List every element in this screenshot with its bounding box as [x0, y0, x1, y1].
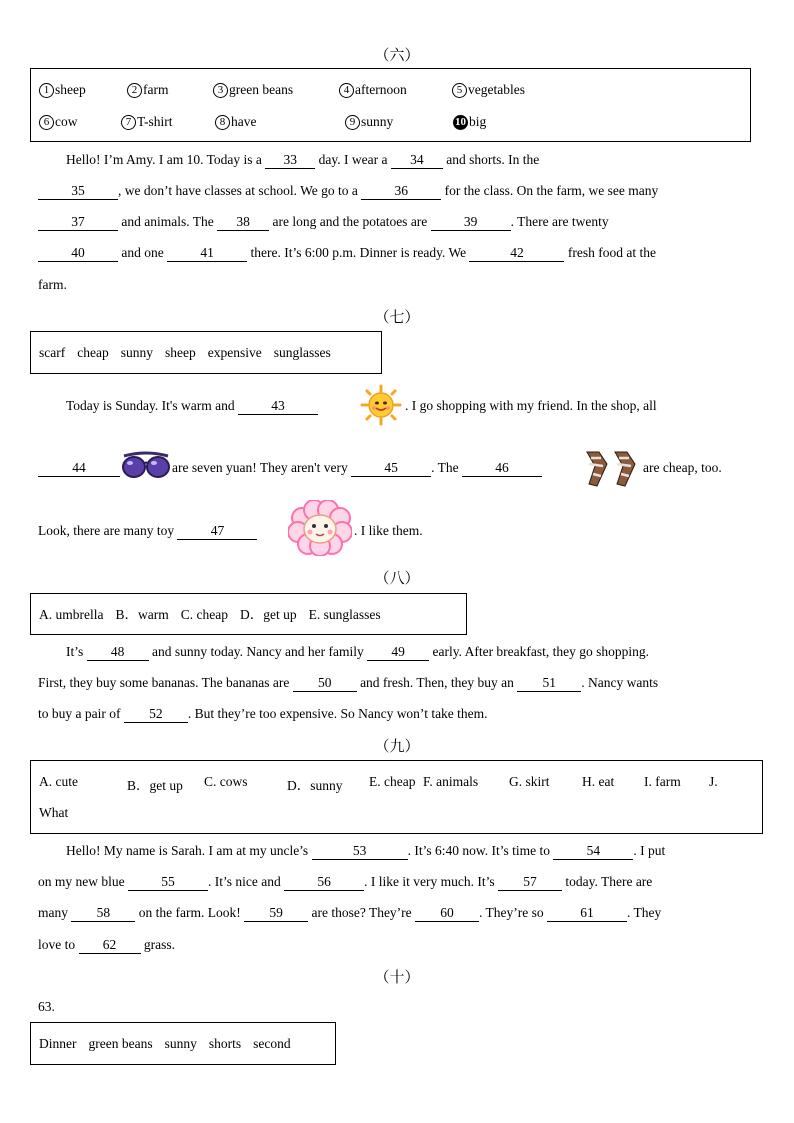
sheep-icon [288, 500, 352, 556]
sun-icon [360, 384, 402, 426]
blank-58[interactable]: 58 [71, 905, 135, 922]
s9-line-1: Hello! My name is Sarah. I am at my uncle’s 53 . It’s 6:40 now. It’s time to 54 . I put [66, 843, 666, 858]
section-6-word-bank [30, 68, 751, 142]
blank-46[interactable]: 46 [462, 460, 542, 477]
s8-line-2: First, they buy some bananas. The bananas are 50 and fresh. Then, they buy an 51 . Nancy wants [38, 675, 659, 690]
blank-43[interactable]: 43 [238, 398, 318, 415]
option-i: I. farm [644, 774, 681, 789]
blank-59[interactable]: 59 [244, 905, 308, 922]
option-b: B．warm [115, 607, 169, 622]
word-shorts: shorts [208, 1036, 242, 1051]
blank-42[interactable]: 42 [469, 245, 564, 262]
word-scarf: scarf [39, 345, 66, 360]
word-dinner: Dinner [39, 1036, 77, 1051]
blank-34[interactable]: 34 [391, 152, 443, 169]
word-cheap: cheap [77, 345, 109, 360]
blank-44[interactable]: 44 [38, 460, 120, 477]
blank-35[interactable]: 35 [38, 183, 118, 200]
s6-line-5: farm. [38, 277, 67, 292]
word-expensive: expensive [207, 345, 262, 360]
word-1: 1 sheep [39, 82, 86, 98]
word-8: 8 have [215, 114, 256, 130]
option-b: B．get up [127, 778, 183, 793]
s9-line-2: on my new blue 55 . It’s nice and 56 . I like it very much. It’s 57 today. There are [38, 874, 653, 889]
word-4: 4 afternoon [339, 82, 407, 98]
blank-48[interactable]: 48 [87, 644, 149, 661]
word-5: 5 vegetables [452, 82, 525, 98]
blank-49[interactable]: 49 [367, 644, 429, 661]
blank-40[interactable]: 40 [38, 245, 118, 262]
blank-38[interactable]: 38 [217, 214, 269, 231]
sunglasses-icon [120, 448, 172, 484]
option-c: C. cows [204, 774, 248, 789]
s7-line-1-end: . I go shopping with my friend. In the shop, all [405, 398, 657, 413]
section-9-word-bank [30, 760, 763, 834]
s7-line-2-start [38, 459, 120, 477]
option-e: E. sunglasses [308, 607, 381, 622]
section-9-title: （九） [374, 739, 420, 755]
blank-37[interactable]: 37 [38, 214, 118, 231]
blank-45[interactable]: 45 [351, 460, 431, 477]
section-7-title: （七） [374, 310, 420, 326]
word-3: 3 green beans [213, 82, 293, 98]
blank-50[interactable]: 50 [293, 675, 357, 692]
word-sunny: sunny [164, 1036, 197, 1051]
word-9: 9 sunny [345, 114, 393, 130]
blank-56[interactable]: 56 [284, 874, 364, 891]
section-10-word-bank [30, 1022, 336, 1065]
blank-41[interactable]: 41 [167, 245, 247, 262]
blank-53[interactable]: 53 [312, 843, 408, 860]
option-e: E. cheap [369, 774, 416, 789]
blank-57[interactable]: 57 [498, 874, 562, 891]
word-sheep: sheep [164, 345, 196, 360]
option-c: C. cheap [180, 607, 228, 622]
option-g: G. skirt [509, 774, 550, 789]
word-2: 2 farm [127, 82, 168, 98]
s8-line-3: to buy a pair of 52 . But they’re too expensive. So Nancy won’t take them. [38, 706, 488, 721]
blank-47[interactable]: 47 [177, 523, 257, 540]
blank-36[interactable]: 36 [361, 183, 441, 200]
s7-line-2-end: are cheap, too. [643, 460, 722, 475]
option-d: D．sunny [287, 778, 343, 793]
option-j-word: What [39, 805, 69, 820]
blank-62[interactable]: 62 [79, 937, 141, 954]
word-sunglasses: sunglasses [273, 345, 331, 360]
s6-line-3: 37 and animals. The 38 are long and the potatoes are 39 . There are twenty [38, 213, 758, 231]
s6-line-4: 40 and one 41 there. It’s 6:00 p.m. Dinner is ready. We 42 fresh food at the [38, 244, 758, 262]
word-green-beans: green beans [88, 1036, 153, 1051]
blank-60[interactable]: 60 [415, 905, 479, 922]
s7-line-2-middle: are seven yuan! They aren't very 45 . The 46 [172, 459, 584, 477]
section-8-title: （八） [374, 571, 420, 587]
s8-line-1: It’s 48 and sunny today. Nancy and her family 49 early. After breakfast, they go shopping. [66, 644, 650, 659]
blank-51[interactable]: 51 [517, 675, 581, 692]
s6-line-2: 35 , we don’t have classes at school. We go to a 36 for the class. On the farm, we see many [38, 182, 758, 200]
s7-line-3-end: . I like them. [354, 523, 423, 538]
word-10: 10 big [455, 114, 487, 129]
s6-line-1: Hello! I’m Amy. I am 10. Today is a 33 day. I wear a 34 and shorts. In the [66, 152, 540, 167]
option-a: A. cute [39, 774, 78, 789]
blank-52[interactable]: 52 [124, 706, 188, 723]
word-sunny: sunny [120, 345, 153, 360]
section-8-word-bank [30, 593, 467, 635]
s7-line-3: Look, there are many toy 47 [38, 522, 758, 540]
blank-55[interactable]: 55 [128, 874, 208, 891]
word-7: 7 T-shirt [121, 114, 173, 130]
option-j: J. [709, 774, 718, 789]
blank-61[interactable]: 61 [547, 905, 627, 922]
s7-line-1: Today is Sunday. It's warm and 43 [38, 397, 786, 415]
option-f: F. animals [423, 774, 479, 789]
option-d: D．get up [239, 607, 297, 622]
blank-33[interactable]: 33 [265, 152, 315, 169]
s9-line-3: many 58 on the farm. Look! 59 are those? They’re 60 . They’re so 61 . They [38, 905, 662, 920]
blank-54[interactable]: 54 [553, 843, 633, 860]
question-63-number: 63. [38, 999, 55, 1014]
blank-39[interactable]: 39 [431, 214, 511, 231]
section-10-title: （十） [374, 970, 420, 986]
word-second: second [253, 1036, 291, 1051]
option-a: A. umbrella [39, 607, 104, 622]
s9-line-4: love to 62 grass. [38, 937, 175, 952]
word-6: 6 cow [39, 114, 78, 130]
scarf-icon [583, 448, 641, 488]
option-h: H. eat [582, 774, 615, 789]
section-7-word-bank [30, 331, 382, 374]
section-6-title: （六） [374, 48, 420, 64]
